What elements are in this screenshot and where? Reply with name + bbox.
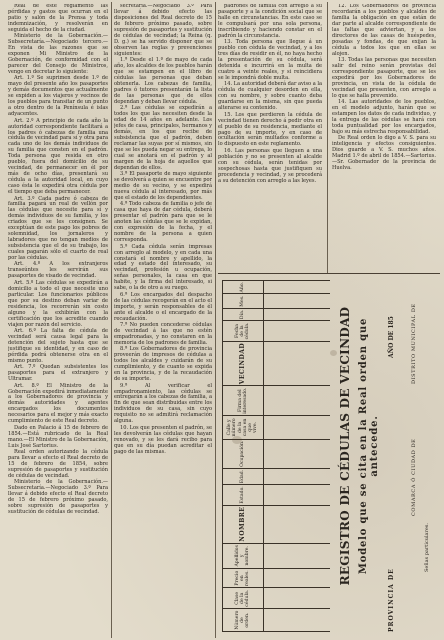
paragraph: 7.ª No pueden concederse cédulas de vecindad á las que no estén empadronadas, y no constaren en la memoria de los padrones de familia. — [114, 322, 212, 346]
paragraph: 2.ª Las cédulas se expedirán a todos los que las necesiten desde la edad de 14 años en adelante. Los jefes de casa, principales, hermanos y demás, en los que recibe de subsistencia que el padrón, deben reclamar las suyas por sí mismos, sin que se les pueda negar su entrega, lo cual se anotará en el padrón y al margen de la hoja de aquellos que dependan de ellos. — [114, 105, 212, 171]
footer-note: Señas particulares. — [424, 522, 430, 572]
paragraph: Art. 1.º Se suprimen desde 1.º de mayo del presente año los pasaportes y demás documentos que actualmente se expiden a los viajeros y vecinos de los pueblos para transitar de un punto a otro dentro de la Península é islas adyacentes. — [8, 75, 108, 118]
form-heading: REGISTRO DE CÉDULAS DE VECINDAD — [338, 306, 352, 586]
table-cell — [263, 321, 330, 342]
table-cell — [263, 294, 330, 308]
table-cell — [263, 609, 330, 632]
col-header: Apellidos y nombre. — [223, 543, 264, 568]
paragraph: 10. Los que presenten el padrón, se les devolverán las cédulas que hayan renovado, y se les dará recibo para que en su día puedan acreditar el pago de las mismas. — [114, 424, 212, 455]
paragraph: 6.ª Los encargados del despacho de las cédulas recogerán en el acto el importe, y serán responsables de él ante el alcalde o el encargado de la recaudación. — [114, 291, 212, 322]
table-cell — [263, 588, 330, 609]
col-header: Ocupación. — [223, 439, 264, 468]
form-subheading: Modelo que se cita en la Real orden que antecede. — [358, 317, 380, 575]
col-header: Calle y número de la casa en que vive. — [223, 416, 264, 439]
paragraph: 4.ª Todo cabeza de familia o jefe de casa que haya de dar cédula, deberá presentar el padrón para que se le anoten las cédulas que se le expidan, con expresión de la fecha, y el nombre de la persona a quien corresponda. — [114, 201, 212, 244]
paragraph: 15. Los que perdieren la cédula de vecindad tienen derecho á pedir otra en el pueblo de su residencia, mediante el pago de su importe, y en caso de ocultación serán multados conforme a lo dispuesto en este reglamento. — [218, 111, 322, 148]
paragraph: secretaría.—Negociado 3.º Para llevar á debido efecto las disposiciones del Real decreto de 15 de febrero próximo pasado, sobre supresión de pasaportes y sustitución de cédulas de vecindad; la Reina (q. D. g.) se ha servido disponer que se observen las reglas y prevenciones siguientes: — [114, 4, 212, 57]
table-cell — [263, 468, 330, 484]
col-header: Año. — [223, 281, 264, 294]
column-rule — [327, 2, 328, 274]
paragraph: Real orden autorizando la cédula para llevar a efecto el Real decreto de 15 de febrero de 1854, sobre supresión de pasaportes y sustitución de cédulas de vecindad. — [8, 449, 108, 479]
paragraph: Ministerio de la Gobernación.—Subsecretaría.—Negociado 3.º Para llevar á debido efecto el Real decreto de 15 de febrero próximo pasado, sobre supresión de pasaportes y sustitución de cédulas de vecindad. — [8, 479, 108, 516]
table-cell — [263, 485, 330, 505]
paragraph: 14. Las autoridades de los pueblos, en el modelo adjunto, harán que se estampen los datos de cada individuo, y la entrega de las cédulas se hará con toda puntualidad por los encargados, bajo su más estrecha responsabilidad. — [332, 99, 436, 136]
table-cell — [263, 386, 330, 416]
paragraph: 9.ª Al verificar el empadronamiento, las cédulas se entregarán a los cabezas de familia, a fin de que sean distribuidas entre los individuos de su casa, sin cuyo requisito no se admitirá reclamación alguna. — [114, 382, 212, 425]
paragraph: Art. 8.º El Ministro de la Gobernación expedirá inmediatamente a los Gobernadores de provincia y demás autoridades y agentes encargados los documentos necesarios para el mejor y más exacto cumplimiento de este Real decreto. — [8, 382, 108, 425]
paragraph: 8.ª Los Gobernadores de provincia proveerán de impresos de cédulas a todos los alcaldes y cuidarán de su cumplimiento, y de cuanto se expida en la provincia, y de la recaudación de su importe. — [114, 346, 212, 383]
paragraph: 1.ª Desde el 1.º de mayo de cada año, los alcaldes de los pueblos harán que se estampen en el libro de cédulas las personas que deban obtenerla. Los cabezas de familia, padres ó tutores presentarán la lista de las personas que de ellos dependan y deban llevar cédula. — [114, 57, 212, 105]
table-cell — [263, 543, 330, 568]
rotated-form-area — [218, 276, 440, 636]
col-header: NOMBRE — [223, 505, 264, 543]
text-column-2 — [114, 4, 212, 636]
table-cell — [263, 439, 330, 468]
col-header: Número de orden. — [223, 609, 264, 632]
paragraph: Art. 5.º Las cédulas se expedirán a domicilio a todo el que necesite uno particular. Los funcionarios públicos que por su destino deban variar de residencia, los recorrerán sin costo alguno y la exhibirán con la certificación que los acredite cuando viajen por razón del servicio. — [8, 279, 108, 328]
col-header: Estado. — [223, 485, 264, 505]
col-header: Clase de la cédula. — [223, 588, 264, 609]
table-cell — [263, 568, 330, 587]
text-column-1 — [8, 4, 108, 636]
paragraph: 13. Todas las personas que necesiten salir del reino serán provistas del correspondiente pasaporte, que se les expedirá por los Gobernadores de provincia, en vista de la cédula de vecindad que presenten, con arreglo a lo que se halla prevenido. — [332, 57, 436, 99]
table-cell — [263, 416, 330, 439]
registry-table — [222, 280, 330, 632]
col-header: Mes. — [223, 294, 264, 308]
paragraph: padrones de familia con arreglo á su pasaporte y a la condición social que se halle en circunstancias. En este caso se le compulsará por una sola persona, inscribiendo y haciendo constar en el padrón la circunstancia. — [218, 4, 322, 39]
municipality-label: COMARCA Ó CIUDAD DE — [411, 438, 417, 516]
col-header: Firma del interesado. — [223, 386, 264, 416]
text-column-4 — [332, 4, 436, 262]
column-rule — [215, 2, 216, 638]
text-column-3 — [218, 4, 322, 274]
table-cell — [263, 308, 330, 320]
year-label: AÑO DE 185 — [388, 316, 395, 358]
paragraph: Art. 2.º A principio de cada año la autoridad correspondiente facilitará a los padres ó cabezas de familia una cédula de vecindad para sí y otra para cada uno de los demás individuos de su familia que consten en el padrón. Toda persona que resida en otro pueblo, fuera del domicilio de su vecindad, de permanecer en él por más de ocho días, presentará su cédula a la autoridad local, en cuyo caso ésta le expedirá otra cédula por el tiempo que deba permanecer. — [8, 117, 108, 196]
paragraph: 3.ª El pasaporte de mayo siguiente se devolverá a quien se encuentre por medio de su vecino, y se expedirá nueva cédula al interesado, por más que el estado de los dependientes. — [114, 171, 212, 201]
paragraph: 16. Las personas que lleguen a una población y no se presenten al alcalde con su cédula, serán tenidas por sospechosas hasta que justifiquen su procedencia y vecindad, y se procederá a su detención con arreglo a las leyes. — [218, 147, 322, 184]
col-header: Edad. — [223, 468, 264, 484]
paragraph: De Real orden lo digo a V. S. para su inteligencia y efectos consiguientes. Dios guarde a V. S. muchos años. Madrid 1.º de abril de 1854.—Sartorius.—Sr. Gobernador de la provincia de Huelva. — [332, 135, 436, 172]
paragraph: 14. La autoridad deberá dar aviso a la cédula de cualquier desorden en ella, con su nombre, y sobre cuanto deba guardarse en la misma, sin que pueda alterarse su contenido. — [218, 81, 322, 112]
col-header: Precio en reales. — [223, 568, 264, 587]
paragraph: Art. 3.º Cada padre ó cabeza de familia pagará un real de vellón por las cédulas que necesite para sí y demás individuos de su familia, y los criados que se les consignen. Se exceptúan de este pago los pobres de solemnidad, los jornaleros y labradores que no tengan medios de subsistencia que el de su trabajo, los cuales pagarán sólo el cuarto de real por las cédulas. — [8, 195, 108, 262]
col-header: Fecha de la cédula. — [223, 321, 264, 342]
paragraph: 5.ª Cada cédula serán impresas con arreglo al modelo, y en cada una constará el nombre y apellido, la edad y estado del interesado, su vecindad, profesión u ocupación, señas personales, la casa en que habite, y la firma del interesado, si sabe, o la de otro a su ruego. — [114, 243, 212, 292]
col-header: Día. — [223, 308, 264, 320]
paragraph: Dado en Palacio á 15 de febrero de 1854.—Está rubricado de la Real mano.—El Ministro de la Gobernación, Luis José Sartorius. — [8, 424, 108, 449]
form-divider — [218, 273, 440, 274]
paragraph: Art. 7.º Quedan subsistentes los pasaportes para el extranjero y Ultramar. — [8, 364, 108, 383]
column-rule — [111, 2, 112, 638]
col-header: VECINDAD — [223, 341, 264, 385]
paragraph: Art. 4.º A los extranjeros transeúntes les servirán sus pasaportes de visado de vecindad. — [8, 261, 108, 280]
paragraph: Ministerio de la Gobernación.—Subsecretaría.—Negociado tercero.—En vista de las razones que se exponen Mi Ministro de la Gobernación, de conformidad con el parecer del Consejo de Ministros, vengo en decretar lo siguiente: — [8, 33, 108, 75]
ink-stain — [232, 436, 242, 444]
district-label: DISTRITO MUNICIPAL DE — [411, 303, 417, 384]
table-cell — [263, 341, 330, 385]
paragraph: Real de este reglamento las pérdidas y gastos que ocurran en el patio y salón de la Prensa y toda indemnización, y resolverán en seguida el hecho de la ciudad. — [8, 4, 108, 33]
table-cell — [263, 281, 330, 294]
province-label: PROVINCIA DE — [388, 568, 395, 632]
paragraph: 12. Los Gobernadores de provincia recordarán a los pueblos y alcaldes de familia la obligación en que están de dar parte al alcalde correspondiente de las faltas que adviertan, y a los directores de las casas de huéspedes, posadas y fondas, de que exijan la cédula a todos los que en ellas se alojen. — [332, 4, 436, 57]
paragraph: Art. 6.º La falta de cédula de vecindad será causa legal para la detención del sujeto hasta que se justifique su identidad, y en caso de pérdida podrá obtenerse otra en el mismo punto. — [8, 327, 108, 364]
table-cell — [263, 505, 330, 543]
registry-form — [218, 276, 440, 636]
ink-stain — [330, 350, 337, 356]
paragraph: 13. Toda persona que llegue á un pueblo con cédula de vecindad, y a los tres días de residir en él, no haya hecho la presentación de su cédula, será detenida e incurrirá en la multa de cuatro a veinte reales, y si reincidiera se le impondrá doble multa. — [218, 39, 322, 81]
